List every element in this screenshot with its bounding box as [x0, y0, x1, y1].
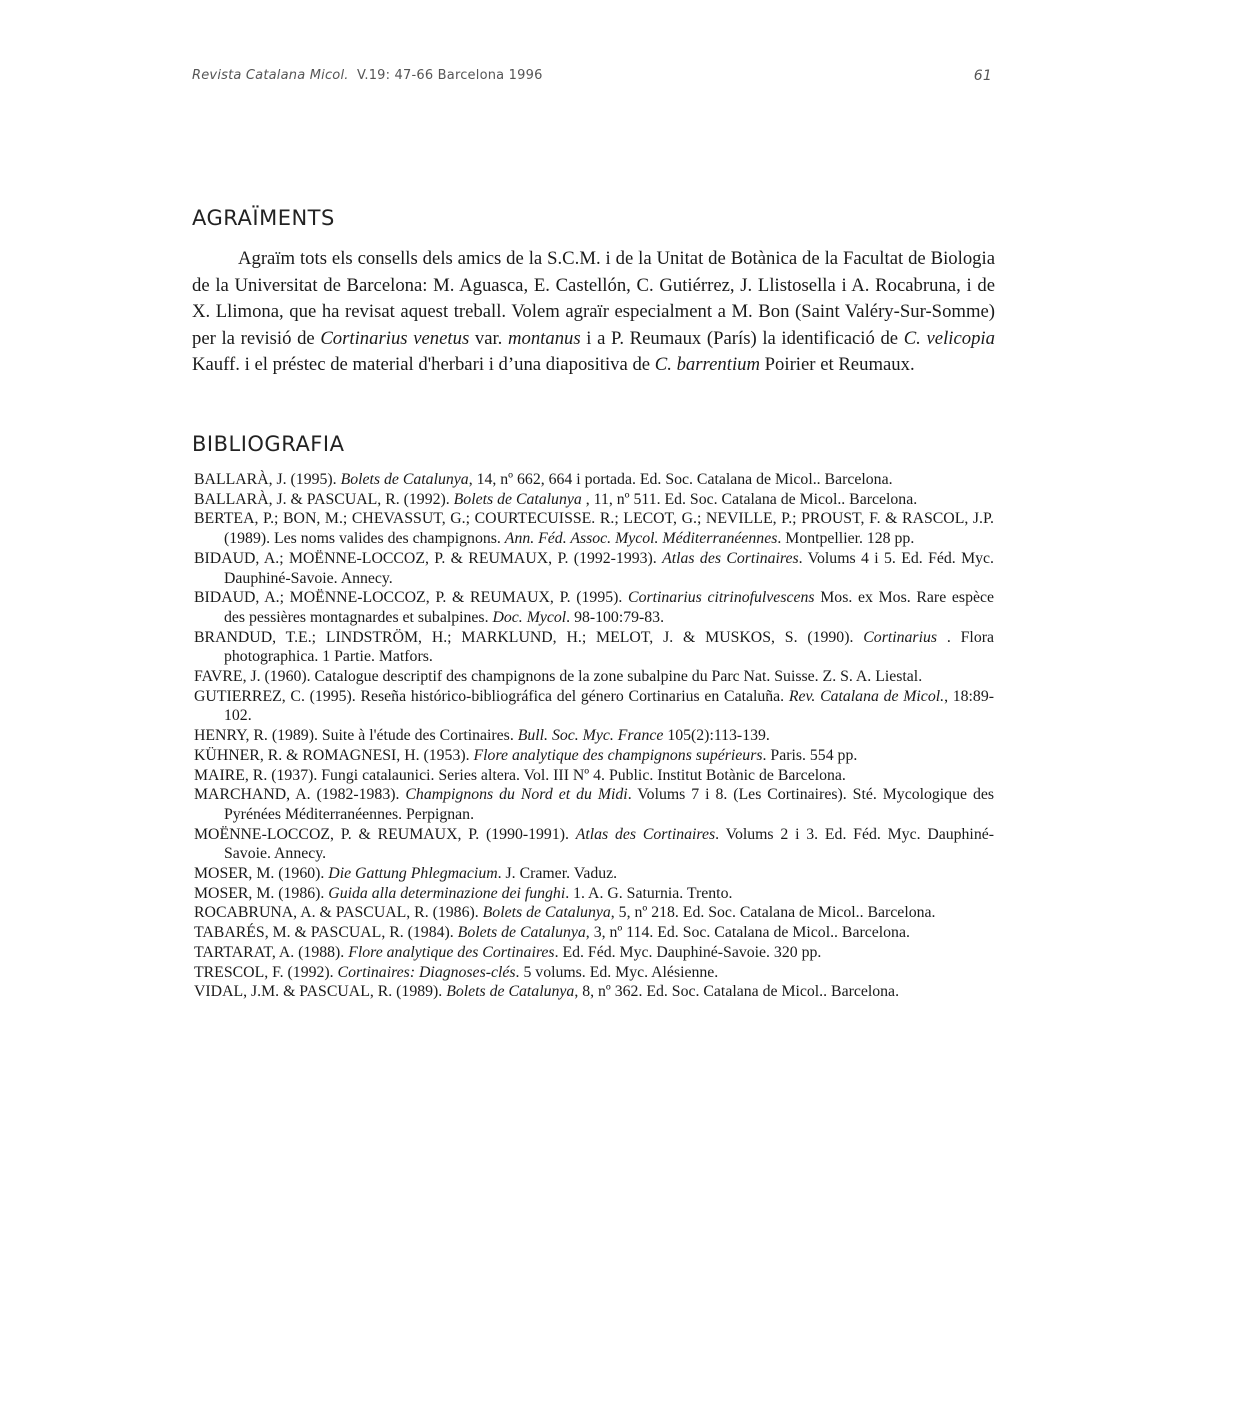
- reference-text: . J. Cramer. Vaduz.: [497, 865, 618, 883]
- reference-item: [194, 903, 994, 923]
- reference-text: MOËNNE-LOCCOZ, P. & REUMAUX, P. (1990-1991).: [194, 825, 576, 843]
- reference-text: . Paris. 554 pp.: [762, 746, 858, 764]
- reference-item: [194, 628, 994, 667]
- reference-text: . Ed. Féd. Myc. Dauphiné-Savoie. 320 pp.: [554, 943, 822, 961]
- reference-title: Champignons du Nord et du Midi: [405, 786, 628, 804]
- reference-text: BERTEA, P.; BON, M.; CHEVASSUT, G.; COURTECUISSE. R.; LECOT, G.; NEVILLE, P.; PROUST, F. & RASCOL, J.P. (1989). Les noms valides des champignons.: [194, 510, 994, 548]
- reference-text: . Montpellier. 128 pp.: [777, 530, 915, 548]
- reference-text: GUTIERREZ, C. (1995). Reseña histórico-bibliográfica del género Cortinarius en Cataluña.: [194, 687, 789, 705]
- reference-title: Atlas des Cortinaires: [662, 549, 799, 567]
- reference-title: Atlas des Cortinaires: [575, 825, 716, 843]
- paragraph-text: Poirier et Reumaux.: [759, 354, 915, 376]
- reference-text: VIDAL, J.M. & PASCUAL, R. (1989).: [194, 983, 447, 1001]
- reference-title: Cortinarius citrinofulvescens: [628, 589, 815, 607]
- acknowledgements-body: [192, 246, 995, 379]
- reference-title: Bolets de Catalunya: [453, 490, 582, 508]
- reference-item: [194, 825, 994, 864]
- reference-text: , 3, nº 114. Ed. Soc. Catalana de Micol.. Barcelona.: [585, 924, 910, 942]
- reference-text: BALLARÀ, J. (1995).: [194, 471, 341, 488]
- reference-text: , 8, nº 362. Ed. Soc. Catalana de Micol.. Barcelona.: [574, 983, 900, 1001]
- reference-text: TRESCOL, F. (1992).: [194, 963, 338, 981]
- reference-text: , 18:89-102.: [224, 687, 994, 725]
- reference-text: BIDAUD, A.; MOËNNE-LOCCOZ, P. & REUMAUX, P. (1992-1993).: [194, 549, 663, 567]
- reference-item: [194, 509, 994, 548]
- reference-text: FAVRE, J. (1960). Catalogue descriptif des champignons de la zone subalpine du Parc Nat. Suisse. Z. S. A. Liestal.: [194, 668, 923, 686]
- reference-text: 105(2):113-139.: [663, 727, 770, 745]
- reference-item: [194, 884, 994, 904]
- paragraph-text: i a P. Reumaux (París) la identificació de: [580, 327, 904, 349]
- reference-text: MOSER, M. (1960).: [194, 865, 329, 883]
- reference-text: TARTARAT, A. (1988).: [194, 943, 349, 961]
- reference-text: KÜHNER, R. & ROMAGNESI, H. (1953).: [194, 746, 474, 764]
- reference-text: MARCHAND, A. (1982-1983).: [194, 786, 406, 804]
- reference-text: BRANDUD, T.E.; LINDSTRÖM, H.; MARKLUND, H.; MELOT, J. & MUSKOS, S. (1990).: [194, 628, 864, 646]
- reference-text: . Volums 2 i 3. Ed. Féd. Myc. Dauphiné-Savoie. Annecy.: [224, 825, 994, 863]
- reference-text: ROCABRUNA, A. & PASCUAL, R. (1986).: [194, 904, 483, 922]
- reference-text: , 11, nº 511. Ed. Soc. Catalana de Micol.. Barcelona.: [581, 490, 918, 508]
- reference-item: [194, 963, 994, 983]
- reference-title: Flore analytique des Cortinaires: [348, 943, 555, 961]
- reference-item: [194, 490, 994, 510]
- running-header: [192, 68, 992, 90]
- taxon-name: montanus: [507, 327, 581, 349]
- reference-text: MOSER, M. (1986).: [194, 884, 329, 902]
- reference-item: [194, 864, 994, 884]
- reference-text: MAIRE, R. (1937). Fungi catalaunici. Series altera. Vol. III Nº 4. Public. Institut Botànic de Barcelona.: [194, 766, 846, 784]
- reference-item: [194, 923, 994, 943]
- reference-title: Bull. Soc. Myc. France: [517, 727, 664, 745]
- reference-text: BALLARÀ, J. & PASCUAL, R. (1992).: [194, 490, 454, 508]
- taxon-name: Cortinarius venetus: [320, 327, 470, 349]
- reference-text: Mos. ex Mos. Rare espèce des pessières montagnardes et subalpines.: [224, 589, 995, 626]
- reference-text: . 98-100:79-83.: [566, 608, 665, 626]
- reference-text: HENRY, R. (1989). Suite à l'étude des Cortinaires.: [194, 727, 518, 745]
- reference-text: . Flora photographica. 1 Partie. Matfors.: [224, 628, 994, 666]
- reference-list: [194, 470, 994, 1002]
- reference-title: Ann. Féd. Assoc. Mycol. Méditerranéennes: [504, 530, 778, 548]
- bibliography-heading: BIBLIOGRAFIA: [192, 432, 345, 456]
- reference-item: [194, 470, 994, 490]
- paragraph-text: var.: [469, 327, 508, 349]
- reference-text: . 1. A. G. Saturnia. Trento.: [565, 884, 733, 902]
- reference-item: [194, 785, 994, 824]
- reference-text: BIDAUD, A.; MOËNNE-LOCCOZ, P. & REUMAUX, P. (1995).: [194, 589, 629, 607]
- reference-item: [194, 549, 994, 588]
- reference-text: . 5 volums. Ed. Myc. Alésienne.: [515, 963, 719, 981]
- reference-text: TABARÉS, M. & PASCUAL, R. (1984).: [194, 924, 458, 942]
- reference-item: [194, 667, 994, 687]
- reference-item: [194, 588, 994, 627]
- page-number: 61: [973, 68, 992, 84]
- reference-item: [194, 746, 994, 766]
- paragraph-text: Kauff. i el préstec de material d'herbari i d’una diapositiva de: [192, 354, 655, 376]
- reference-title: Cortinarius: [863, 628, 938, 646]
- reference-title: Bolets de Catalunya: [446, 983, 575, 1001]
- reference-title: Doc. Mycol: [492, 608, 567, 626]
- taxon-name: C. barrentium: [654, 354, 760, 376]
- reference-title: Bolets de Catalunya: [457, 924, 586, 942]
- reference-text: . Volums 7 i 8. (Les Cortinaires). Sté. Mycologique des Pyrénées Méditerranéennes. Perpignan.: [224, 786, 995, 823]
- reference-title: Cortinaires: Diagnoses-clés: [337, 963, 516, 981]
- paragraph-text: Agraïm tots els consells dels amics de la S.C.M. i de la Unitat de Botànica de la Facultat de Biologia de la Universitat de Barcelona: M. Aguasca, E. Castellón, C. Gutiérrez, J. Llistosella i A. Rocabruna, i de X. Llimona, que ha revisat aquest treball. Volem agraïr especialment a M. Bon (Saint Valéry-Sur-Somme) per la revisió de: [192, 248, 995, 349]
- reference-title: Bolets de Catalunya: [340, 471, 469, 488]
- reference-text: , 5, nº 218. Ed. Soc. Catalana de Micol.. Barcelona.: [610, 904, 936, 922]
- taxon-name: C. velicopia: [903, 327, 995, 349]
- reference-title: Rev. Catalana de Micol.: [788, 687, 945, 705]
- reference-item: [194, 766, 994, 786]
- reference-item: [194, 726, 994, 746]
- journal-citation: V.19: 47-66 Barcelona 1996: [356, 68, 543, 83]
- reference-title: Bolets de Catalunya: [482, 904, 611, 922]
- reference-title: Flore analytique des champignons supérieurs: [473, 746, 763, 764]
- reference-text: , 14, nº 662, 664 i portada. Ed. Soc. Catalana de Micol.. Barcelona.: [468, 471, 893, 488]
- reference-title: Die Gattung Phlegmacium: [328, 865, 498, 883]
- reference-text: . Volums 4 i 5. Ed. Féd. Myc. Dauphiné-Savoie. Annecy.: [224, 549, 994, 587]
- reference-title: Guida alla determinazione dei funghi: [328, 884, 566, 902]
- reference-item: [194, 982, 994, 1002]
- acknowledgements-heading: AGRAÏMENTS: [192, 206, 335, 230]
- reference-item: [194, 687, 994, 726]
- reference-item: [194, 943, 994, 963]
- journal-name: Revista Catalana Micol.: [192, 68, 349, 83]
- acknowledgements-paragraph: [192, 246, 995, 379]
